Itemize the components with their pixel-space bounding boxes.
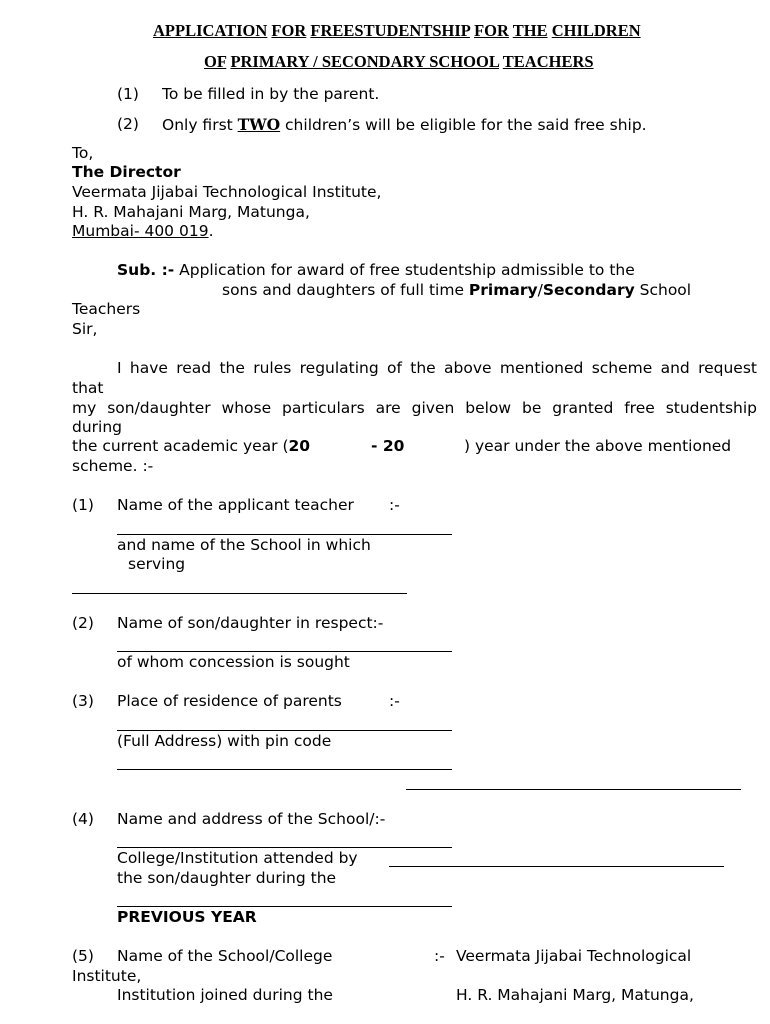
field-4-label: Name and address of the School/:- <box>117 810 386 828</box>
title-word: FREESTUDENTSHIP <box>310 21 470 40</box>
field-4-year-blank[interactable] <box>117 906 452 907</box>
field-3-address-blank-2[interactable] <box>406 789 741 790</box>
field-5-sub1: Institution joined during the <box>117 986 333 1004</box>
subject-secondary: Secondary <box>542 281 635 299</box>
subject-label: Sub. :- <box>117 261 175 279</box>
field-3-separator: :- <box>389 692 400 710</box>
instruction-1-number: (1) <box>117 85 139 103</box>
subject-line3: Teachers <box>72 300 141 318</box>
instruction-2-number: (2) <box>117 115 139 133</box>
form-title-line1 <box>153 21 641 40</box>
field-1-separator: :- <box>389 496 400 514</box>
field-5-value2: H. R. Mahajani Marg, Matunga, <box>456 986 694 1004</box>
body-line4: during <box>72 418 123 436</box>
salutation: Sir, <box>72 320 98 338</box>
body-year-to: - 20 <box>371 437 405 455</box>
subject-slash: / <box>537 281 543 299</box>
field-3-sub1: (Full Address) with pin code <box>117 732 332 750</box>
title-word: THE <box>512 21 548 40</box>
body-line3: my son/daughter whose particulars are given below be granted free studentship <box>72 399 757 417</box>
body-year-from: 20 <box>288 437 311 455</box>
address-period: . <box>208 222 214 240</box>
field-4-sub2: the son/daughter during the <box>117 869 337 887</box>
field-2-blank[interactable] <box>117 651 452 652</box>
field-3-label: Place of residence of parents <box>117 692 342 710</box>
field-5-value1-cont: Institute, <box>72 967 142 985</box>
field-5-separator: :- <box>434 947 445 965</box>
field-4-number: (4) <box>72 810 94 828</box>
field-4-sub1: College/Institution attended by <box>117 849 358 867</box>
field-5-label: Name of the School/College <box>117 947 333 965</box>
field-1-sub1: and name of the School in which <box>117 536 371 554</box>
field-2-sub1: of whom concession is sought <box>117 653 350 671</box>
field-4-blank[interactable] <box>117 847 452 848</box>
field-1-school-blank[interactable] <box>72 593 407 594</box>
subject-text1: Application for award of free studentship admissible to the <box>179 261 635 279</box>
instruction-2-text-a: Only first <box>162 116 238 134</box>
title-word: FOR <box>271 21 307 40</box>
body-line1: I have read the rules regulating of the above mentioned scheme and request <box>117 359 757 377</box>
subject-primary: Primary <box>468 281 538 299</box>
title-word: APPLICATION <box>153 21 268 40</box>
address-to: To, <box>72 144 94 162</box>
instruction-1-text: To be filled in by the parent. <box>162 85 380 103</box>
field-3-number: (3) <box>72 692 94 710</box>
form-title-line2 <box>204 52 594 71</box>
title-word: FOR <box>474 21 509 40</box>
subject-line2 <box>222 281 691 300</box>
address-line1: Veermata Jijabai Technological Institute, <box>72 183 382 201</box>
subject-line1 <box>117 261 635 280</box>
address-city-pin: Mumbai- 400 019 <box>72 222 209 240</box>
field-1-sub2: serving <box>128 555 186 573</box>
field-3-address-blank-1[interactable] <box>117 769 452 770</box>
title-word: PRIMARY / SECONDARY SCHOOL <box>230 52 499 71</box>
body-line2: that <box>72 379 104 397</box>
field-2-label: Name of son/daughter in respect:- <box>117 614 384 632</box>
field-5-value1: Veermata Jijabai Technological <box>456 947 692 965</box>
instruction-2-text <box>162 115 647 135</box>
field-2-number: (2) <box>72 614 94 632</box>
address-city <box>72 222 214 241</box>
body-line5a <box>72 437 310 456</box>
body-year-prefix: the current academic year ( <box>72 437 289 455</box>
body-line5b: ) year under the above mentioned <box>464 437 732 455</box>
address-line2: H. R. Mahajani Marg, Matunga, <box>72 203 310 221</box>
body-line6: scheme. :- <box>72 457 154 475</box>
title-word: TEACHERS <box>502 52 594 71</box>
field-1-label: Name of the applicant teacher <box>117 496 354 514</box>
field-5-number: (5) <box>72 947 94 965</box>
address-recipient: The Director <box>72 163 181 181</box>
instruction-2-text-b: children’s will be eligible for the said free ship. <box>280 116 647 134</box>
field-1-blank[interactable] <box>117 534 452 535</box>
title-word: OF <box>204 52 227 71</box>
title-word: CHILDREN <box>551 21 641 40</box>
field-4-institution-blank[interactable] <box>389 866 724 867</box>
field-1-number: (1) <box>72 496 94 514</box>
field-4-sub3: PREVIOUS YEAR <box>117 908 257 926</box>
subject-text2a: sons and daughters of full time <box>222 281 469 299</box>
field-3-blank[interactable] <box>117 730 452 731</box>
instruction-2-bold: TWO <box>237 115 281 134</box>
subject-text2b: School <box>634 281 692 299</box>
